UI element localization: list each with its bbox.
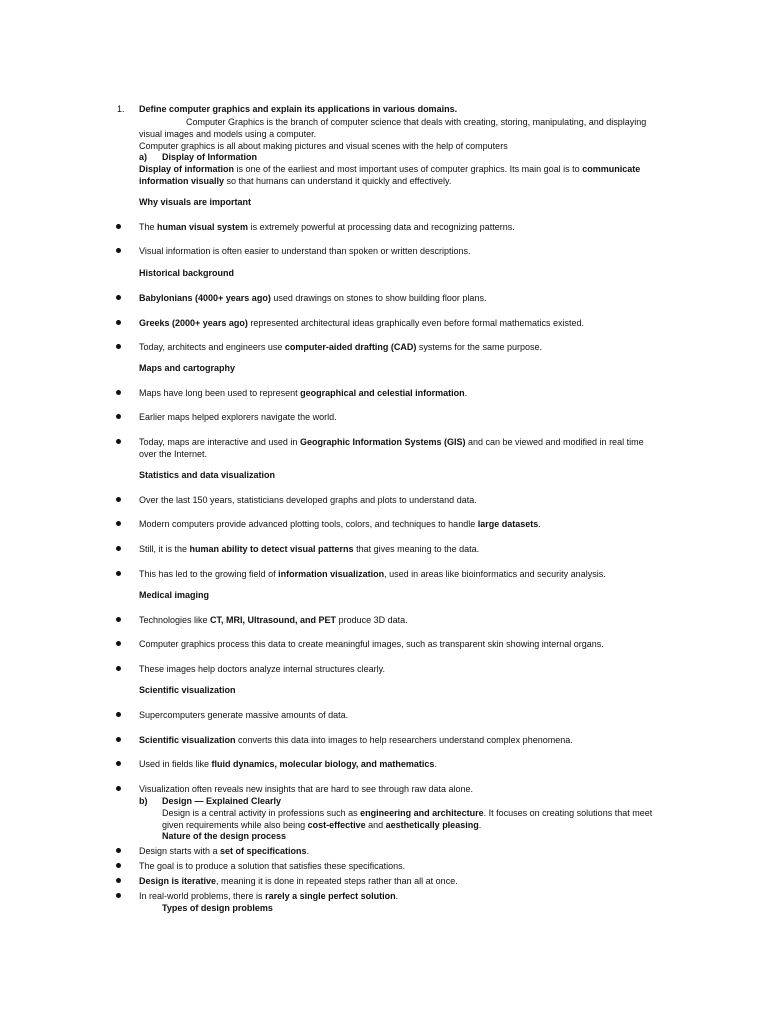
maps-item-3: Today, maps are interactive and used in Geographic Information Systems (GIS) and can be viewed and modified in real time — [139, 437, 644, 447]
bullet-icon — [116, 521, 121, 526]
bullet-icon — [116, 320, 121, 325]
bullet-icon — [116, 439, 121, 444]
maps-item-3-continued: over the Internet. — [139, 449, 208, 459]
bullet-icon — [116, 712, 121, 717]
design-item-2: The goal is to produce a solution that satisfies these specifications. — [139, 861, 406, 871]
medical-item-2: Computer graphics process this data to create meaningful images, such as transparent skin showing internal organs. — [139, 639, 604, 649]
historical-heading: Historical background — [139, 268, 235, 278]
intro-line-3: Computer graphics is all about making pictures and visual scenes with the help of computers — [139, 141, 508, 151]
section-b-title: Design — Explained Clearly — [162, 796, 282, 806]
why-visuals-item-1: The human visual system is extremely powerful at processing data and recognizing patterns. — [139, 222, 515, 232]
historical-item-2: Greeks (2000+ years ago) represented architectural ideas graphically even before formal mathematics existed. — [139, 318, 584, 328]
statistics-item-4: This has led to the growing field of information visualization, used in areas like bioinformatics and security analysis. — [139, 569, 606, 579]
why-visuals-heading: Why visuals are important — [139, 197, 252, 207]
bullet-icon — [116, 848, 121, 853]
maps-item-2: Earlier maps helped explorers navigate the world. — [139, 412, 337, 422]
bullet-icon — [116, 786, 121, 791]
maps-heading: Maps and cartography — [139, 363, 236, 373]
historical-item-3: Today, architects and engineers use computer-aided drafting (CAD) systems for the same purpose. — [139, 342, 542, 352]
section-b-paragraph-line-1: Design is a central activity in professions such as engineering and architecture. It focuses on creating solutions that meet — [162, 808, 653, 818]
types-heading: Types of design problems — [162, 903, 273, 913]
section-a-paragraph-line-2: information visually so that humans can understand it quickly and effectively. — [139, 176, 452, 186]
design-item-1: Design starts with a set of specifications. — [139, 846, 310, 856]
bullet-icon — [116, 248, 121, 253]
bullet-icon — [116, 497, 121, 502]
bullet-icon — [116, 295, 121, 300]
statistics-item-2: Modern computers provide advanced plotting tools, colors, and techniques to handle large datasets. — [139, 519, 541, 529]
medical-item-1: Technologies like CT, MRI, Ultrasound, and PET produce 3D data. — [139, 615, 408, 625]
scientific-heading: Scientific visualization — [139, 685, 236, 695]
question-number: 1. — [117, 104, 125, 114]
section-a-paragraph-line-1: Display of information is one of the earliest and most important uses of computer graphics. Its main goal is to communicate — [139, 164, 641, 174]
section-a-marker: a) — [139, 152, 148, 162]
maps-item-1: Maps have long been used to represent geographical and celestial information. — [139, 388, 468, 398]
section-b-marker: b) — [139, 796, 148, 806]
intro-line-1: Computer Graphics is the branch of computer science that deals with creating, storing, manipulating, and displaying — [186, 117, 647, 127]
historical-item-1: Babylonians (4000+ years ago) used drawings on stones to show building floor plans. — [139, 293, 487, 303]
scientific-item-2: Scientific visualization converts this data into images to help researchers understand complex phenomena. — [139, 735, 573, 745]
section-a-title: Display of Information — [162, 152, 258, 162]
bullet-icon — [116, 761, 121, 766]
intro-line-2: visual images and models using a computer. — [139, 129, 317, 139]
bullet-icon — [116, 666, 121, 671]
bullet-icon — [116, 344, 121, 349]
medical-heading: Medical imaging — [139, 590, 210, 600]
bullet-icon — [116, 390, 121, 395]
bullet-icon — [116, 617, 121, 622]
statistics-heading: Statistics and data visualization — [139, 470, 276, 480]
bullet-icon — [116, 546, 121, 551]
bullet-icon — [116, 641, 121, 646]
scientific-item-4: Visualization often reveals new insights that are hard to see through raw data alone. — [139, 784, 474, 794]
statistics-item-3: Still, it is the human ability to detect visual patterns that gives meaning to the data. — [139, 544, 480, 554]
bullet-icon — [116, 893, 121, 898]
bullet-icon — [116, 571, 121, 576]
nature-heading: Nature of the design process — [162, 831, 287, 841]
design-item-3: Design is iterative, meaning it is done in repeated steps rather than all at once. — [139, 876, 458, 886]
bullet-icon — [116, 224, 121, 229]
scientific-item-3: Used in fields like fluid dynamics, molecular biology, and mathematics. — [139, 759, 437, 769]
why-visuals-item-2: Visual information is often easier to understand than spoken or written descriptions. — [139, 246, 471, 256]
section-b-paragraph-line-2: given requirements while also being cost-effective and aesthetically pleasing. — [162, 820, 482, 830]
bullet-icon — [116, 863, 121, 868]
scientific-item-1: Supercomputers generate massive amounts of data. — [139, 710, 349, 720]
design-item-4: In real-world problems, there is rarely a single perfect solution. — [139, 891, 399, 901]
bullet-icon — [116, 414, 121, 419]
bullet-icon — [116, 737, 121, 742]
statistics-item-1: Over the last 150 years, statisticians developed graphs and plots to understand data. — [139, 495, 477, 505]
question-title: Define computer graphics and explain its applications in various domains. — [139, 104, 458, 114]
bullet-icon — [116, 878, 121, 883]
medical-item-3: These images help doctors analyze internal structures clearly. — [139, 664, 385, 674]
